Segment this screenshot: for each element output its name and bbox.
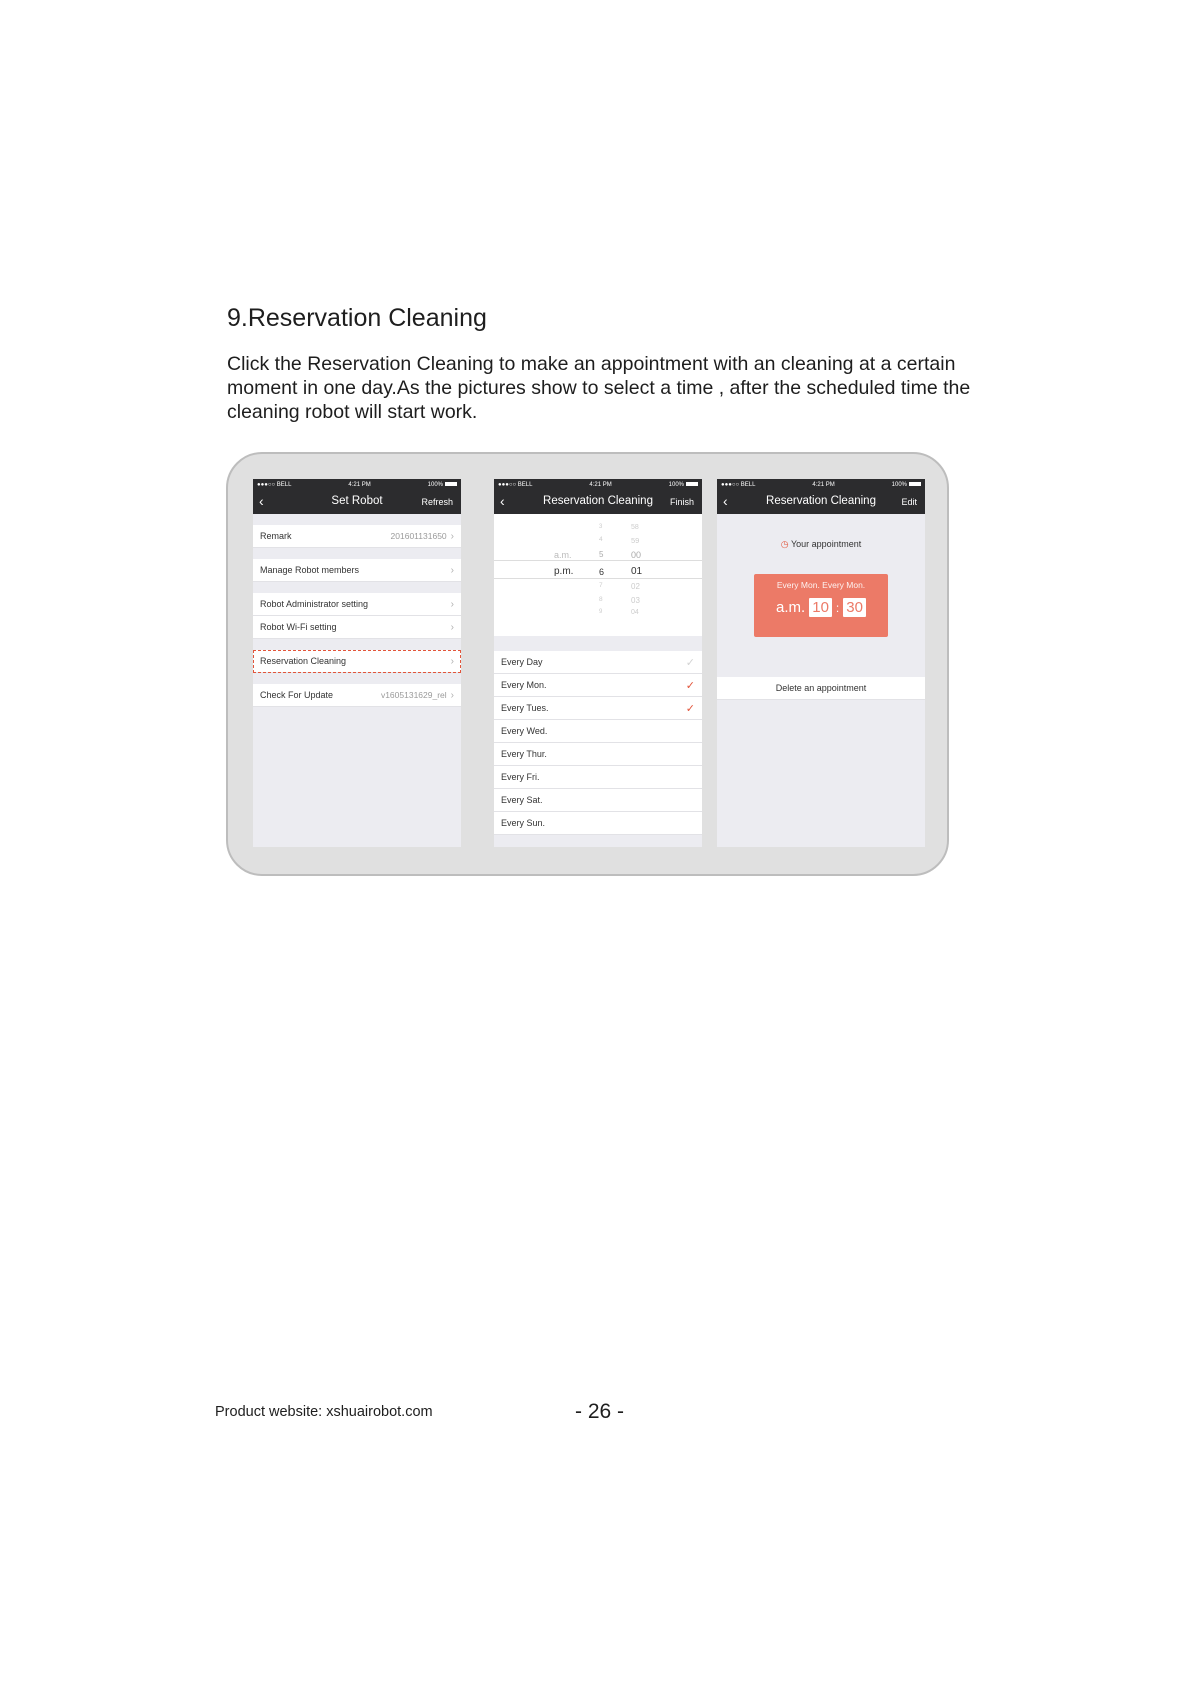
phone-set-robot — [253, 479, 461, 847]
nav-bar — [717, 490, 925, 514]
back-icon[interactable]: ‹ — [500, 493, 505, 509]
settings-row-remark[interactable]: Remark 201601131650 › — [253, 525, 461, 548]
appointment-ampm: a.m. — [776, 599, 806, 616]
section-heading: 9.Reservation Cleaning — [227, 304, 487, 332]
repeat-row-sun[interactable]: Every Sun. — [494, 812, 702, 835]
phone-appointment — [717, 479, 925, 847]
picker-ampm[interactable]: a.m. — [554, 550, 572, 560]
chevron-right-icon: › — [450, 655, 454, 667]
status-bar: ●●●○○ BELL 4:21 PM 100% — [253, 479, 461, 490]
repeat-row-fri[interactable]: Every Fri. — [494, 766, 702, 789]
settings-row-reservation-cleaning[interactable]: Reservation Cleaning › — [253, 650, 461, 673]
back-icon[interactable]: ‹ — [723, 493, 728, 509]
picker-minute[interactable]: 59 — [631, 536, 640, 545]
settings-row-members[interactable]: Manage Robot members › — [253, 559, 461, 582]
picker-hour[interactable]: 9 — [599, 609, 603, 615]
settings-row-wifi[interactable]: Robot Wi-Fi setting › — [253, 616, 461, 639]
finish-button[interactable]: Finish — [669, 497, 694, 507]
nav-bar — [253, 490, 461, 514]
picker-hour[interactable]: 5 — [599, 550, 604, 559]
picker-selection-line — [494, 578, 702, 579]
repeat-row-sat[interactable]: Every Sat. — [494, 789, 702, 812]
page-title: Reservation Cleaning — [766, 495, 876, 507]
picker-hour[interactable]: 8 — [599, 596, 603, 603]
repeat-row-tues[interactable]: Every Tues. ✓ — [494, 697, 702, 720]
page-title: Set Robot — [331, 495, 383, 507]
status-bar: ●●●○○ BELL 4:21 PM 100% — [494, 479, 702, 490]
checkmark-icon: ✓ — [685, 702, 695, 715]
picker-minute[interactable]: 00 — [631, 550, 642, 560]
chevron-right-icon: › — [450, 564, 454, 576]
appointment-days: Every Mon. Every Mon. — [776, 580, 866, 590]
intro-paragraph: Click the Reservation Cleaning to make an appointment with an cleaning at a certain moment in one day.As the pictures show to select a time , after the scheduled time the cleaning robot will start work. — [227, 353, 971, 423]
chevron-right-icon: › — [450, 689, 454, 701]
appointment-minute: 30 — [843, 598, 866, 617]
repeat-row-mon[interactable]: Every Mon. ✓ — [494, 674, 702, 697]
settings-row-admin[interactable]: Robot Administrator setting › — [253, 593, 461, 616]
picker-selection-line — [494, 560, 702, 561]
phone-reservation-picker — [494, 479, 702, 847]
refresh-button[interactable]: Refresh — [421, 497, 453, 507]
page-title: Reservation Cleaning — [543, 495, 653, 507]
edit-button[interactable]: Edit — [901, 497, 917, 507]
battery-icon — [445, 482, 457, 486]
checkmark-icon: ✓ — [685, 656, 695, 669]
appointment-heading: ◷ Your appointment — [780, 539, 862, 549]
battery-icon — [909, 482, 921, 486]
picker-hour[interactable]: 3 — [599, 524, 603, 530]
battery-icon — [686, 482, 698, 486]
delete-appointment-button[interactable]: Delete an appointment — [717, 677, 925, 700]
chevron-right-icon: › — [450, 621, 454, 633]
appointment-card[interactable] — [754, 574, 888, 637]
appointment-hour: 10 — [809, 598, 832, 617]
clock-icon: ◷ — [780, 539, 789, 549]
nav-bar — [494, 490, 702, 514]
picker-minute[interactable]: 58 — [631, 524, 639, 531]
footer-website: Product website: xshuairobot.com — [215, 1404, 433, 1420]
picker-minute[interactable]: 02 — [631, 582, 640, 591]
time-picker[interactable] — [494, 514, 702, 636]
repeat-row-wed[interactable]: Every Wed. — [494, 720, 702, 743]
status-bar: ●●●○○ BELL 4:21 PM 100% — [717, 479, 925, 490]
settings-row-update[interactable]: Check For Update v1605131629_rel › — [253, 684, 461, 707]
repeat-row-every-day[interactable]: Every Day ✓ — [494, 651, 702, 674]
checkmark-icon: ✓ — [685, 679, 695, 692]
picker-ampm-selected[interactable]: p.m. — [554, 566, 574, 577]
picker-minute[interactable]: 04 — [631, 609, 639, 616]
picker-hour[interactable]: 7 — [599, 582, 603, 589]
repeat-row-thur[interactable]: Every Thur. — [494, 743, 702, 766]
appointment-time: a.m. 10 : 30 — [754, 598, 888, 617]
picker-minute-selected[interactable]: 01 — [631, 566, 643, 577]
chevron-right-icon: › — [450, 598, 454, 610]
chevron-right-icon: › — [450, 530, 454, 542]
picker-hour-selected[interactable]: 6 — [599, 567, 605, 577]
page-number: - 26 - — [575, 1400, 625, 1423]
picker-minute[interactable]: 03 — [631, 596, 640, 605]
back-icon[interactable]: ‹ — [259, 493, 264, 509]
picker-hour[interactable]: 4 — [599, 536, 603, 543]
